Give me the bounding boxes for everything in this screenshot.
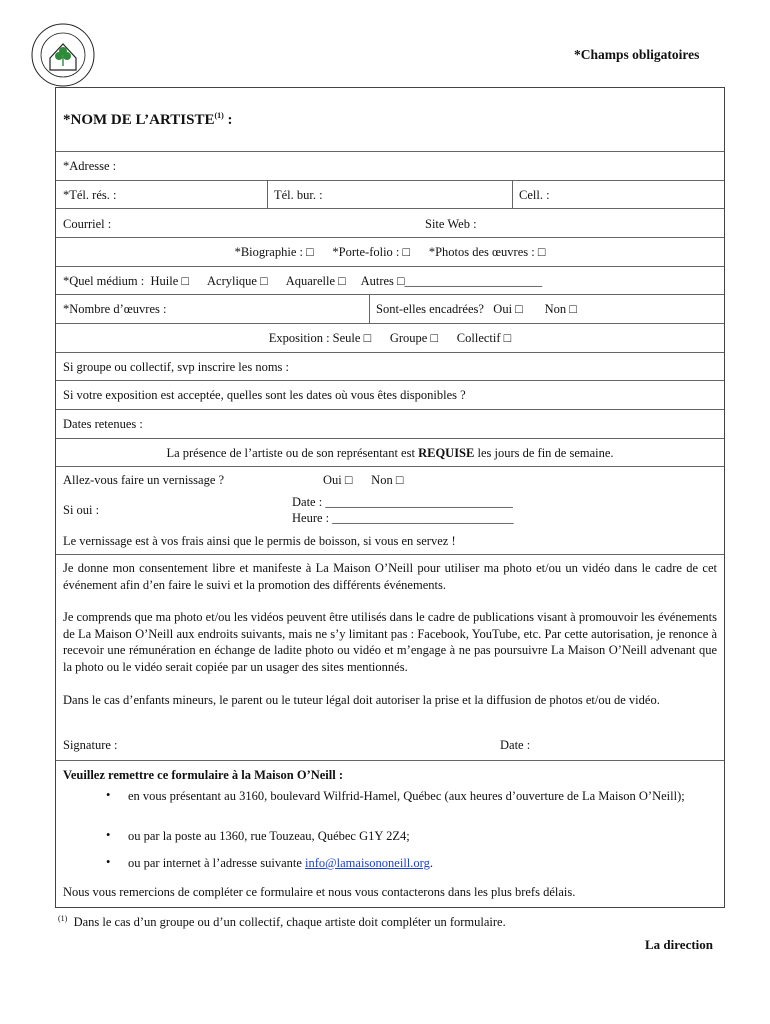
organization-logo [30, 22, 96, 88]
medium-checkboxes[interactable]: *Quel médium : Huile □ Acrylique □ Aquarelle □ Autres □______________________ [63, 274, 543, 288]
email-link[interactable]: info@lamaisononeill.org [305, 856, 430, 870]
presence-notice: La présence de l’artiste ou de son représentant est REQUISE les jours de fin de semaine. [166, 446, 614, 460]
address-row[interactable] [56, 152, 724, 181]
dates-kept-row[interactable] [56, 410, 724, 439]
vernissage-time-field[interactable]: Heure : _____________________________ [292, 511, 514, 525]
if-yes-label: Si oui : [63, 503, 100, 517]
phone-row [56, 181, 724, 209]
artist-name-label: *NOM DE L’ARTISTE$^{(1)}$ : [63, 111, 233, 128]
work-phone-label: Tél. bur. : [274, 188, 323, 202]
medium-row[interactable] [56, 267, 724, 295]
bullet-icon: • [106, 855, 111, 869]
vernissage-note: Le vernissage est à vos frais ainsi que le permis de boisson, si vous en servez ! [63, 534, 456, 548]
footnote: $^{(1)}$ Dans le cas d’un groupe ou d’un collectif, chaque artiste doit compléter un formulaire. [58, 914, 506, 930]
address-label: *Adresse : [63, 159, 117, 173]
vernissage-checkboxes[interactable]: Oui □ Non □ [323, 473, 404, 487]
consent-paragraph-2: Je comprends que ma photo et/ou les vidéos peuvent être utilisés dans le cadre de publications visant à promouvoir les événements de La Maison O’Neill aux endroits suivants, mais ne s’y limitant pas : Facebook, YouTube, etc. Par cette autorisation, je renonce à recevoir une rémunération en échange de ladite photo ou vidéo et m’engage à ne pas poursuivre La Maison O’Neill advenant que la photo ou le vidéo serait copiée par un usager des sites mentionnés. [63, 610, 717, 674]
dates-kept-label: Dates retenues : [63, 417, 143, 431]
vernissage-date-field[interactable]: Date : ______________________________ [292, 495, 513, 509]
presence-row [56, 439, 724, 467]
website-label: Site Web : [425, 217, 477, 231]
group-names-row[interactable] [56, 353, 724, 381]
consent-paragraph-3: Dans le cas d’enfants mineurs, le parent ou le tuteur légal doit autoriser la prise et la diffusion de photos et/ou de vidéo. [63, 693, 660, 707]
signature-label[interactable]: Signature : [63, 738, 118, 752]
consent-section [56, 555, 724, 761]
artist-name-row[interactable] [56, 88, 724, 152]
dates-question-label: Si votre exposition est acceptée, quelles sont les dates où vous êtes disponibles ? [63, 388, 466, 402]
works-count-label: *Nombre d’œuvres : [63, 302, 167, 316]
return-option-visit: en vous présentant au 3160, boulevard Wilfrid-Hamel, Québec (aux heures d’ouverture de La Maison O’Neill); [128, 789, 685, 803]
exhibition-checkboxes[interactable]: Exposition : Seule □ Groupe □ Collectif □ [268, 331, 512, 345]
bullet-icon: • [106, 788, 111, 802]
return-option-mail: ou par la poste au 1360, rue Touzeau, Québec G1Y 2Z4; [128, 829, 410, 843]
consent-paragraph-1: Je donne mon consentement libre et manifeste à La Maison O’Neill pour utiliser ma photo et/ou un vidéo dans le cadre de cet événement afin d’en faire le suivi et la promotion des différents événements. [63, 561, 717, 592]
return-title: Veuillez remettre ce formulaire à la Maison O’Neill : [63, 768, 344, 782]
signoff: La direction [645, 937, 714, 952]
group-names-label: Si groupe ou collectif, svp inscrire les noms : [63, 360, 290, 374]
works-row [56, 295, 724, 324]
bullet-icon: • [106, 828, 111, 842]
vernissage-row [56, 467, 724, 555]
dates-question-row[interactable] [56, 381, 724, 410]
exhibition-row[interactable] [56, 324, 724, 353]
return-option-email: ou par internet à l’adresse suivante info@lamaisononeill.org. [128, 856, 433, 870]
documents-row[interactable] [56, 238, 724, 267]
cell-phone-label: Cell. : [519, 188, 550, 202]
vernissage-question: Allez-vous faire un vernissage ? [63, 473, 225, 487]
framed-checkboxes[interactable]: Sont-elles encadrées? Oui □ Non □ [376, 302, 577, 316]
email-row [56, 209, 724, 238]
required-fields-note: *Champs obligatoires [574, 47, 700, 62]
artist-registration-form [55, 87, 725, 908]
thanks-note: Nous vous remercions de compléter ce formulaire et nous vous contacterons dans les plus brefs délais. [63, 885, 576, 899]
date-label[interactable]: Date : [500, 738, 531, 752]
email-label: Courriel : [63, 217, 112, 231]
return-section [56, 761, 724, 907]
home-phone-label: *Tél. rés. : [63, 188, 117, 202]
documents-checkboxes[interactable]: *Biographie : □ *Porte-folio : □ *Photos des œuvres : □ [234, 245, 546, 259]
